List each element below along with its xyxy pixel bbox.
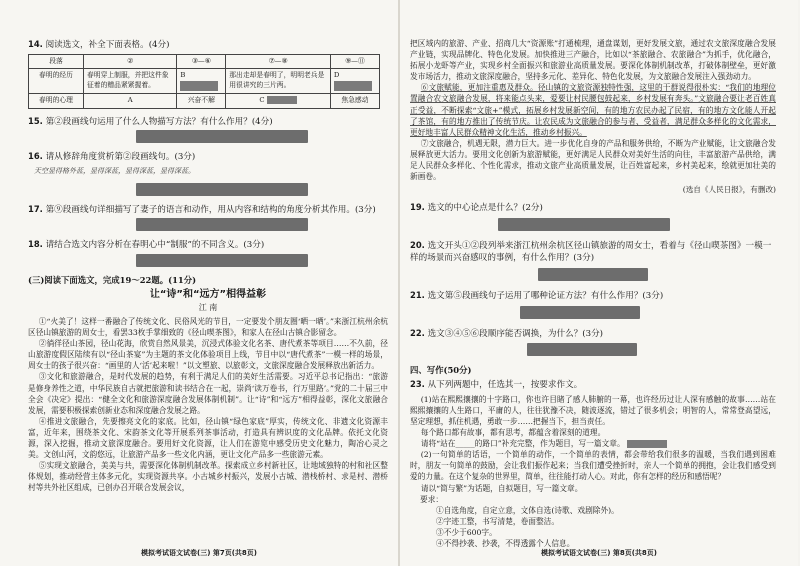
question-18: 18. 请结合选文内容分析在春明心中“制服”的不同含义。(3分) (28, 239, 265, 251)
question-21: 21. 选文第⑤段画线句子运用了哪种论证方法？有什么作用？(3分) (410, 290, 664, 301)
requirements-title: 要求： (420, 494, 444, 504)
redaction (334, 81, 372, 91)
answer-stamp (538, 268, 648, 281)
left-page (0, 0, 398, 566)
article-paragraph-7: ⑦文旅融合，机遇无限，潜力巨大。进一步优化自身的产品和服务供给，不断为产业赋能，让文旅融合发展释放更大活力。要用文化创新为旅游赋能，更好满足人民群众对美好生活的向往，丰富旅游产品供给，满足人民群众多样化、个性化需求，推动文旅产业高质量发展，让百姓富起来，乡村美起来，绘就更加壮美的新画卷。 (410, 138, 776, 182)
left-page-footer: 模拟考试语文试卷(三) 第7页(共8页) (141, 549, 257, 557)
table-header: 段落 (29, 54, 84, 69)
article-title: 让“诗”和“远方”相得益彰 (149, 288, 267, 300)
answer-stamp (527, 343, 637, 356)
section-four-heading: 四、写作(50分) (410, 365, 472, 376)
table-col: ③—⑥ (177, 54, 226, 69)
redaction (267, 96, 297, 104)
right-page-footer: 模拟考试语文试卷(三) 第8页(共8页) (541, 549, 657, 557)
answer-stamp (136, 183, 308, 196)
table-cell: B (177, 69, 226, 94)
requirement-3: ③不少于600字。 (436, 527, 497, 537)
essay-prompt-1: (1)站在熙熙攘攘的十字路口，你也许目睹了感人肺腑的一幕，也许经历过让人深有感触的故事……站在熙熙攘攘的人生路口，平庸的人，往往犹豫不决，随波逐流，错过了很多机会；明智的人，常常登高望远，坚定理想，抓住机遇，勇敢一步……把握当下，担当责任。 (410, 394, 776, 426)
answer-stamp (136, 130, 308, 143)
essay-prompt-2: (2)一句简单的话语，一个简单的动作，一个简单的表情，都会带给我们很多的温暖，当我们遇到困难时，朋友一句简单的鼓励，会让我们振作起来；当我们遭受挫折时，亲人一个简单的拥抱，会让我们感受到爱的力量。在这个复杂的世界里，简单，往往能打动人心。对此，你有怎样的经历和感悟呢？ (410, 450, 776, 482)
question-20: 20. 选文开头①②段列举来浙江杭州余杭区径山镇旅游的周女士，看着与《径山喫茶图》一模一样的场景而兴奋感叹的事例，有什么作用？(3分) (410, 239, 772, 264)
handwritten-note: 天空显得格外蓝，显得深蓝，显得深蓝，显得深蓝。 (34, 166, 195, 175)
answer-stamp (520, 306, 640, 319)
answer-stamp (498, 218, 670, 231)
article-paragraph-4: ④推进文旅融合，先要擦亮文化的家底。比如，径山镇“绿色家底”厚实，传统文化、非遗文化资源丰富，近年来，围绕茶文化、宋韵茶文化等开展系列茶事活动，打造具有辨识度的文化品牌。依托文化资源，深入挖掘，推动文旅深度融合。要用好文化资源，让人们在游览中感受历史文化魅力，陶冶心灵之美。文创山河，文韵悠远，让旅游产品多一些文化内涵，更让文化产品多一些旅游元素。 (28, 416, 388, 460)
table-col: ② (84, 54, 177, 69)
question-23: 23. 从下列两题中，任选其一，按要求作文。 (410, 379, 583, 391)
table-cell: 焦急感动 (330, 94, 379, 109)
right-page (400, 0, 798, 566)
question-17: 17. 第⑨段画线句详细描写了妻子的语言和动作，用从内容和结构的角度分析其作用。(3分) (28, 203, 376, 215)
question-16: 16. 请从修辞角度赏析第②段画线句。(3分) (28, 151, 196, 163)
requirement-1: ①自选角度，自定立意，文体自选(诗歌、戏剧除外)。 (436, 505, 619, 515)
article-paragraph-5-cont: 把区域内的旅游、产业、招商几大“资源账”打通梳理，通盘谋划，更好发展文旅，通过农文旅深度融合发展产业链，实现品牌化、特色化发展。加快推进三产融合，比如以“茶旅融合、农旅融合”为抓手，优化融合，拓展小龙虾等产业，实现乡村全面振兴和旅游业高质量发展。要深化体制机制改革，打破体制壁垒，更好激发市场活力，推动文旅深度融合，坚持多元化、差异化、特色化发展，为文旅融合发展注入强劲动力。 (410, 39, 776, 82)
article-source: (选自《人民日报》，有删改) (682, 185, 776, 195)
table-col: ⑦—⑧ (226, 54, 331, 69)
question-19: 19. 选文的中心论点是什么？(2分) (410, 202, 543, 214)
table-cell: 春明穿上制服，并把这件象征着的赠品紧紧握着。 (84, 69, 177, 94)
section-three-heading: (三)阅读下面选文，完成19～22题。(11分) (28, 274, 197, 285)
question-22: 22. 选文③④⑤⑥段顺序能否调换，为什么？(3分) (410, 327, 604, 339)
redaction (180, 81, 218, 91)
requirement-2: ②字迹工整，书写清楚，卷面整洁。 (436, 516, 560, 526)
article-paragraph-3: ③文化和旅游融合，是时代发展的趋势，有利于满足人们的美好生活需要。习近平总书记指出：“旅游是修身养性之道，中华民族自古就把旅游和读书结合在一起，崇尚‘读万卷书，行万里路’。”党的二十届三中全会《决定》提出：“健全文化和旅游深度融合发展体制机制”。让“诗”和“远方”相得益彰，深化文旅融合发展，需要积极探索创新业态和深度融合发展之路。 (28, 372, 388, 415)
table-cell: A (84, 94, 177, 109)
article-author: 江 南 (198, 302, 218, 312)
essay-prompt-1b: 每个路口都有故事，都有思考，都蕴含着深刻的道理。 (420, 428, 606, 438)
answer-stamp (136, 218, 308, 231)
article-paragraph-5: ⑤实现文旅融合，美美与共，需要深化体制机制改革。探索成立乡村新社区，让地域独特的村和社区整体规划，推动经营主体多元化，实现资源共享。小古城乡村振兴，发展小古城、潜栈桥村、求是村、潜桥村等共外社区组成，已创办召开联合发展会议， (28, 461, 388, 493)
table-cell: D (330, 69, 379, 94)
table-row-label: 春明的心理 (29, 94, 84, 109)
answer-stamp (136, 254, 308, 267)
question-14: 14. 阅读选文，补全下面表格。(4分) (28, 39, 170, 50)
requirement-4: ④不得抄袭、抄袭，不得透露个人信息。 (436, 539, 575, 548)
question-14-table (28, 54, 380, 109)
table-cell: 那出走却是春明了，明明老兵是用很讲究的三片两。 (226, 69, 331, 94)
question-15: 15. 第②段画线句运用了什么人物描写方法？有什么作用？(4分) (28, 115, 273, 127)
table-row-label: 春明的经历 (29, 69, 84, 94)
table-cell: C (226, 94, 331, 109)
table-col: ⑨—⑪ (330, 54, 379, 69)
essay-prompt-2b: 请以“简与繁”为话题，自拟题目，写一篇文章。 (420, 483, 583, 493)
article-paragraph-1: ①“火美了！这样一番融合了传统文化、民俗风光的节目，一定要发个朋友圈‘晒一晒’。”来浙江杭州余杭区径山镇旅游的周女士，看罢33枚手掌细致的《径山喫茶图》，和家人在径山古镇合影留念。 (28, 316, 388, 338)
essay-prompt-1c: 请将“站在_____的路口”补充完整，作为题目，写一篇文章。 (410, 438, 776, 449)
article-paragraph-2: ②徜徉径山茶园，径山花海，欣赏自然风景美，沉浸式体验文化名茶、唐代煮茶等项目……不久前，径山旅游度假区陆续有以“径山茶宴”为主题的茶文化体验项目上线，节目中以“唐代煮茶”一模一样的场景，周女士的孩子很兴奋：“画里的人‘活’起来啦！”以文塑旅、以旅彰文，文旅深度融合发展释放出新活力。 (28, 339, 388, 371)
table-cell: 兴奋不解 (177, 94, 226, 109)
article-paragraph-6: ⑥文旅赋能，更加注重惠及群众。径山镇的文旅资源独特性强，这里的干群说得很朴实：“我们的地理位置融合农文旅融合发展，将来能点头来，爱要让村民腰包鼓起来，乡村发展有奔头。”文旅融合要让老百姓真正受益，不断探索“文旅+”模式，拓展乡村发展新空间，有的地方农民办起了民宿，有的地方文化能人开起了茶馆，有的地方推出了传统节庆。让农民成为文旅融合的参与者、受益者，满足群众多样化的文化需求，更好地丰富人民群众精神文化生活，推动乡村振兴。 (410, 83, 776, 137)
redaction (627, 440, 667, 448)
